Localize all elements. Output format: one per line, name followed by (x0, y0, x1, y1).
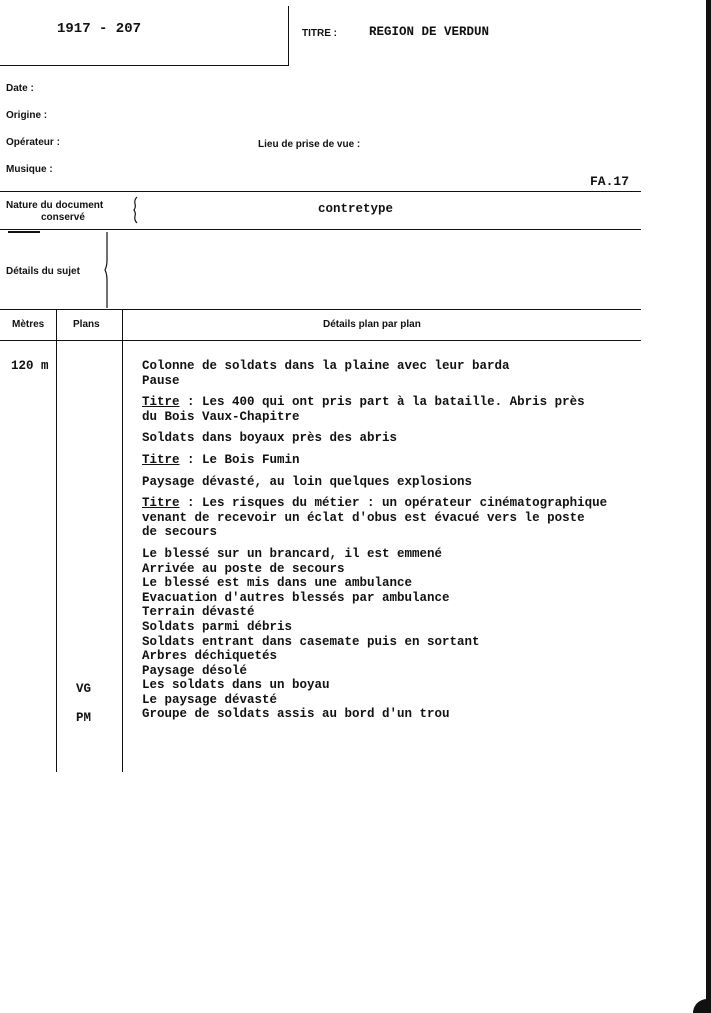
list-item: de secours (142, 525, 218, 540)
metres-value: 120 m (11, 359, 49, 373)
list-item: Soldats parmi débris (142, 619, 293, 634)
list-item: Pause (142, 373, 180, 388)
plan-vg: VG (76, 682, 92, 696)
header-box-bottom-border (0, 65, 289, 66)
divider-table-header-bottom (0, 340, 641, 341)
titre-value: REGION DE VERDUN (369, 25, 490, 39)
list-item: Arrivée au poste de secours (142, 561, 345, 576)
list-item: Paysage désolé (142, 663, 248, 678)
list-item: Le paysage dévasté (142, 692, 278, 707)
divider-nature (0, 229, 641, 230)
divider-table-header-top (0, 309, 641, 310)
document-code: FA.17 (590, 174, 630, 189)
list-item: Titre : Les risques du métier : un opérateur cinématographique (142, 496, 608, 511)
list-item: du Bois Vaux-Chapitre (142, 409, 300, 424)
nature-value: contretype (318, 202, 394, 216)
titre-prefix: Titre (142, 452, 180, 467)
list-item: Terrain dévasté (142, 605, 255, 620)
plan-pm: PM (76, 711, 92, 725)
titre-prefix: Titre (142, 395, 180, 410)
titre-prefix: Titre (142, 496, 180, 511)
list-item: Paysage dévasté, au loin quelques explosions (142, 474, 473, 489)
list-item: Les soldats dans un boyau (142, 678, 330, 693)
musique-label: Musique : (6, 164, 53, 175)
list-item: Arbres déchiquetés (142, 649, 278, 664)
list-item: Titre : Le Bois Fumin (142, 452, 300, 467)
list-item: Soldats dans boyaux près des abris (142, 431, 398, 446)
col-header-metres: Mètres (12, 319, 45, 330)
titre-label: TITRE : (302, 28, 337, 39)
col-divider-metres (56, 310, 57, 772)
details-sujet-brace (102, 232, 112, 308)
divider-top (0, 191, 641, 192)
scan-edge-corner (693, 999, 711, 1013)
details-sujet-label: Détails du sujet (6, 266, 80, 277)
col-divider-plans (122, 310, 123, 772)
header-box-right-border (288, 6, 289, 66)
origine-label: Origine : (6, 110, 48, 121)
scan-edge (706, 0, 711, 1013)
nature-brace (131, 196, 141, 224)
list-item: Titre : Les 400 qui ont pris part à la bataille. Abris près (142, 395, 585, 410)
list-item: venant de recevoir un éclat d'obus est évacué vers le poste (142, 510, 585, 525)
details-list (142, 359, 702, 722)
col-header-details: Détails plan par plan (323, 319, 421, 330)
operateur-label: Opérateur : (6, 137, 60, 148)
divider-nature-mark (8, 231, 40, 233)
lieu-label: Lieu de prise de vue : (258, 139, 361, 150)
date-label: Date : (6, 83, 34, 94)
list-item: Groupe de soldats assis au bord d'un trou (142, 707, 450, 722)
col-header-plans: Plans (73, 319, 100, 330)
nature-label-line1: Nature du document (6, 200, 104, 211)
reference-number: 1917 - 207 (57, 21, 142, 37)
list-item: Le blessé sur un brancard, il est emmené (142, 546, 443, 561)
list-item: Colonne de soldats dans la plaine avec leur barda (142, 359, 510, 373)
list-item: Evacuation d'autres blessés par ambulance (142, 590, 450, 605)
list-item: Le blessé est mis dans une ambulance (142, 576, 413, 591)
nature-label-line2: conservé (41, 212, 85, 223)
list-item: Soldats entrant dans casemate puis en sortant (142, 634, 480, 649)
